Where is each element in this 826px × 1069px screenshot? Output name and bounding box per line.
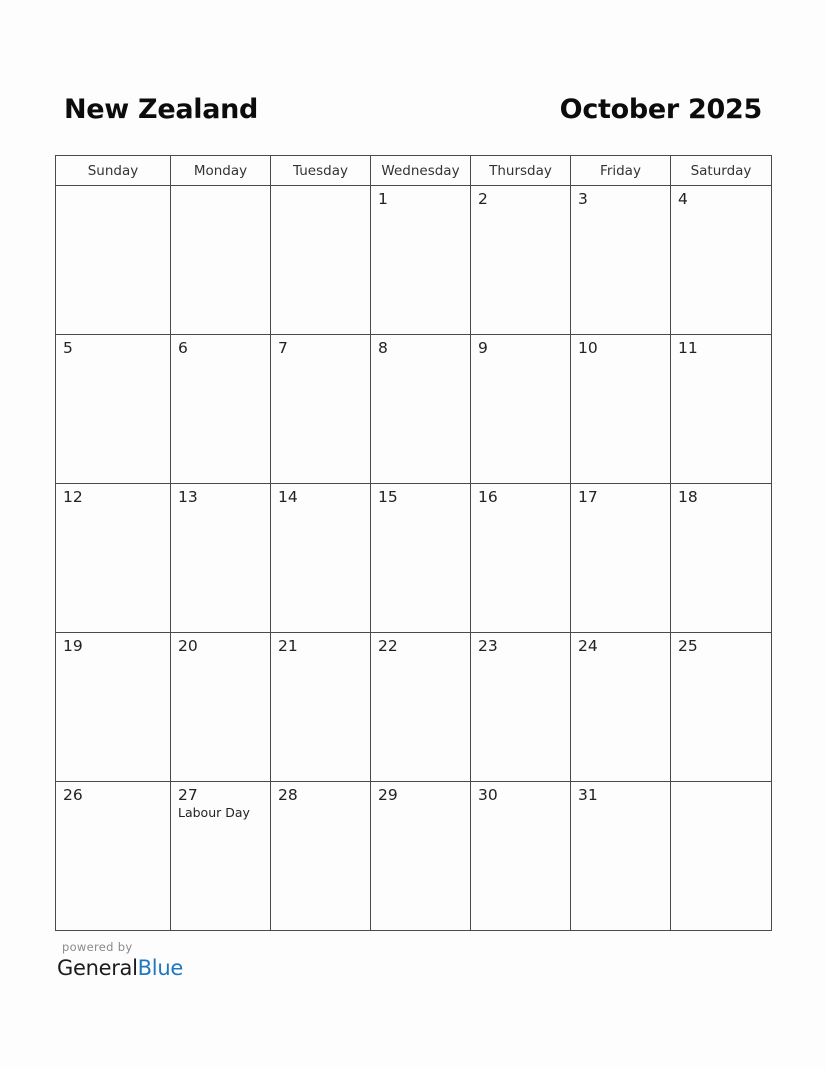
day-number: 14 — [278, 488, 298, 506]
day-cell — [171, 335, 271, 484]
day-number: 18 — [678, 488, 698, 506]
day-cell — [171, 782, 271, 931]
day-number: 23 — [478, 637, 498, 655]
day-number: 28 — [278, 786, 298, 804]
day-number: 19 — [63, 637, 83, 655]
brand-part-blue: Blue — [137, 956, 183, 980]
day-number: 21 — [278, 637, 298, 655]
day-cell — [56, 335, 171, 484]
day-number: 17 — [578, 488, 598, 506]
holiday-label: Labour Day — [178, 805, 250, 820]
empty-day-cell — [171, 186, 271, 335]
week-row — [56, 633, 772, 782]
day-cell — [471, 186, 571, 335]
week-row — [56, 186, 772, 335]
weekday-header: Tuesday — [271, 156, 371, 186]
weekday-header: Saturday — [671, 156, 772, 186]
day-number: 16 — [478, 488, 498, 506]
day-cell — [271, 335, 371, 484]
day-number: 3 — [578, 190, 588, 208]
day-cell — [571, 335, 671, 484]
day-cell — [571, 186, 671, 335]
day-cell — [371, 484, 471, 633]
day-cell — [671, 633, 772, 782]
day-cell — [56, 633, 171, 782]
week-row — [56, 782, 772, 931]
day-cell — [671, 335, 772, 484]
day-number: 1 — [378, 190, 388, 208]
day-cell — [371, 782, 471, 931]
day-cell — [671, 484, 772, 633]
week-row — [56, 335, 772, 484]
brand-part-general: General — [57, 956, 138, 980]
day-number: 11 — [678, 339, 698, 357]
weekday-header: Wednesday — [371, 156, 471, 186]
day-cell — [56, 484, 171, 633]
weekday-header-row — [56, 156, 772, 186]
day-number: 4 — [678, 190, 688, 208]
day-cell — [271, 484, 371, 633]
day-number: 15 — [378, 488, 398, 506]
day-cell — [56, 782, 171, 931]
weekday-header: Sunday — [56, 156, 171, 186]
day-cell — [371, 335, 471, 484]
powered-by-label: powered by — [62, 940, 133, 954]
month-year-title: October 2025 — [559, 94, 762, 125]
weekday-header: Monday — [171, 156, 271, 186]
day-cell — [271, 782, 371, 931]
day-number: 30 — [478, 786, 498, 804]
day-cell — [671, 186, 772, 335]
day-cell — [571, 633, 671, 782]
week-row — [56, 484, 772, 633]
weekday-header: Thursday — [471, 156, 571, 186]
day-number: 22 — [378, 637, 398, 655]
empty-day-cell — [271, 186, 371, 335]
day-cell — [271, 633, 371, 782]
day-number: 29 — [378, 786, 398, 804]
day-number: 20 — [178, 637, 198, 655]
day-number: 9 — [478, 339, 488, 357]
empty-day-cell — [671, 782, 772, 931]
day-number: 10 — [578, 339, 598, 357]
day-cell — [371, 186, 471, 335]
weekday-header: Friday — [571, 156, 671, 186]
day-cell — [471, 335, 571, 484]
day-number: 24 — [578, 637, 598, 655]
day-number: 27 — [178, 786, 198, 804]
day-cell — [171, 633, 271, 782]
day-number: 5 — [63, 339, 73, 357]
generalblue-logo — [57, 956, 183, 980]
day-cell — [471, 484, 571, 633]
day-cell — [171, 484, 271, 633]
day-cell — [471, 633, 571, 782]
day-cell — [471, 782, 571, 931]
empty-day-cell — [56, 186, 171, 335]
day-number: 25 — [678, 637, 698, 655]
day-cell — [371, 633, 471, 782]
day-number: 2 — [478, 190, 488, 208]
day-number: 31 — [578, 786, 598, 804]
day-number: 8 — [378, 339, 388, 357]
day-cell — [571, 782, 671, 931]
day-number: 7 — [278, 339, 288, 357]
calendar-grid — [55, 155, 772, 931]
day-number: 12 — [63, 488, 83, 506]
country-title: New Zealand — [64, 94, 259, 125]
day-number: 26 — [63, 786, 83, 804]
day-number: 13 — [178, 488, 198, 506]
day-number: 6 — [178, 339, 188, 357]
day-cell — [571, 484, 671, 633]
